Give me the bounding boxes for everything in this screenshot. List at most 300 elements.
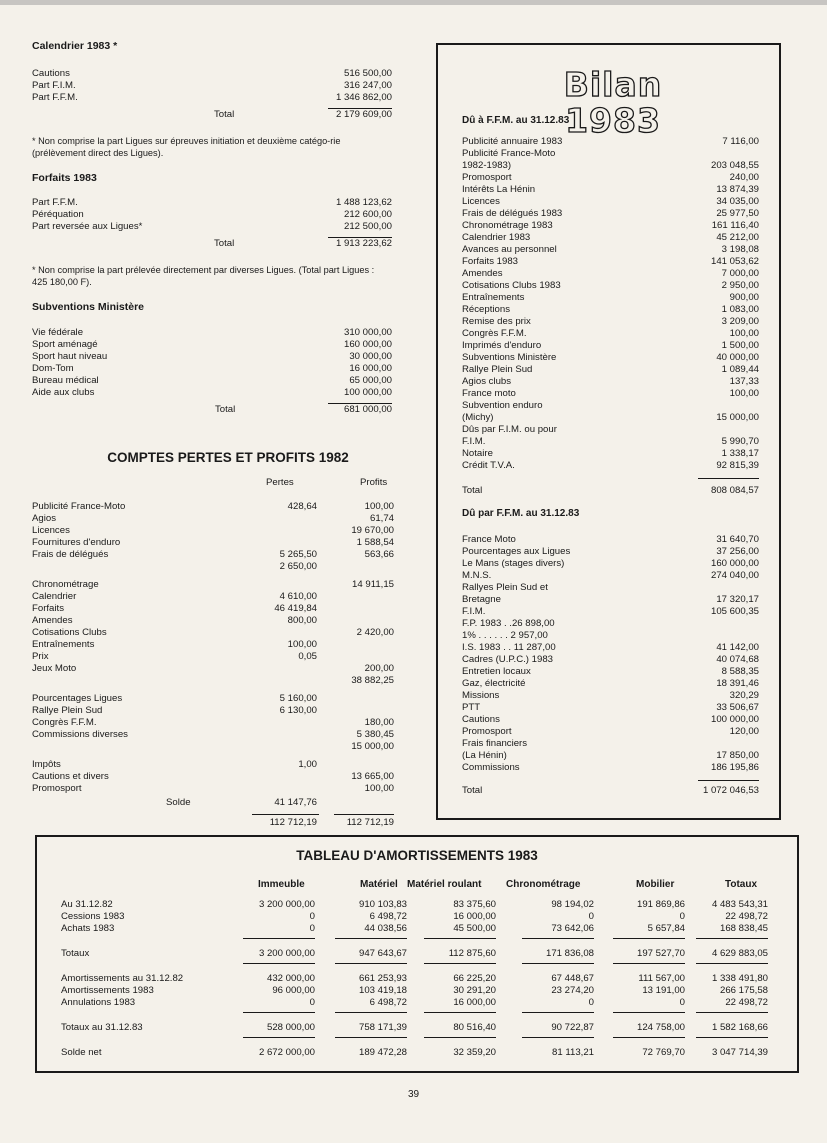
- amortissement-cell: 98 194,02: [551, 899, 594, 910]
- du-par-row-value: 120,00: [729, 726, 759, 737]
- du-a-row-label: Réceptions: [462, 304, 510, 315]
- pertes-profits-row: [32, 591, 394, 603]
- column-rule: [424, 938, 496, 939]
- forfaits-row-label: Péréquation: [32, 209, 84, 220]
- forfaits-row-value: 212 600,00: [343, 209, 392, 220]
- pertes-profits-row: [32, 561, 394, 573]
- du-par-row-label: Cadres (U.P.C.) 1983: [462, 654, 554, 665]
- calendrier-row-value: 316 247,00: [343, 80, 392, 91]
- du-a-row-label: Subventions Ministère: [462, 352, 557, 363]
- amortissement-cell: 266 175,58: [719, 985, 768, 996]
- subventions-row: [32, 387, 392, 399]
- column-rule: [335, 1012, 407, 1013]
- du-a-row-label: Crédit T.V.A.: [462, 460, 515, 471]
- pertes-value: 800,00: [287, 615, 317, 626]
- amortissement-cell: 111 567,00: [638, 973, 685, 984]
- profits-value: 15 000,00: [351, 741, 394, 752]
- subventions-rows: [32, 327, 392, 399]
- column-rule: [522, 938, 594, 939]
- profits-value: 38 882,25: [351, 675, 394, 686]
- pertes-profits-row-label: Cotisations Clubs: [32, 627, 107, 638]
- du-par-row-value: 40 074,68: [716, 654, 759, 665]
- amortissement-cell: 1 582 168,66: [711, 1022, 768, 1033]
- du-a-row: [462, 280, 759, 292]
- forfaits-row-label: Part reversée aux Ligues*: [32, 221, 143, 232]
- du-a-row-label: Calendrier 1983: [462, 232, 531, 243]
- pertes-profits-row-label: Forfaits: [32, 603, 64, 614]
- amortissement-row-label: Cessions 1983: [61, 911, 125, 922]
- du-par-row-value: 100 000,00: [710, 714, 759, 725]
- subventions-row-label: Aide aux clubs: [32, 387, 95, 398]
- du-a-row: [462, 364, 759, 376]
- du-a-row-value: 45 212,00: [716, 232, 759, 243]
- du-par-row-label: Commissions: [462, 762, 520, 773]
- column-rule: [335, 938, 407, 939]
- du-a-row-label: Subvention enduro: [462, 400, 543, 411]
- bilan-content: [462, 115, 759, 797]
- du-a-row-label: Promosport: [462, 172, 512, 183]
- du-par-row-label: Bretagne: [462, 594, 501, 605]
- du-par-row: [462, 642, 759, 654]
- pertes-profits-row-label: Agios: [32, 513, 56, 524]
- du-par-row-label: (La Hénin): [462, 750, 507, 761]
- pertes-profits-row: [32, 639, 394, 651]
- pertes-profits-row: [32, 579, 394, 591]
- column-rule: [243, 938, 315, 939]
- calendrier-title: Calendrier 1983 *: [32, 40, 118, 52]
- subventions-row: [32, 375, 392, 387]
- du-par-row: [462, 570, 759, 582]
- amortissement-cell: 66 225,20: [453, 973, 496, 984]
- pertes-profits-row-label: Promosport: [32, 783, 82, 794]
- amortissement-cell: 96 000,00: [272, 985, 315, 996]
- calendrier-total-label: Total: [214, 109, 235, 120]
- du-a-row: [462, 148, 759, 160]
- du-par-total-value: 1 072 046,53: [702, 785, 759, 796]
- amortissement-cell: 32 359,20: [453, 1047, 496, 1058]
- du-a-row-label: Forfaits 1983: [462, 256, 518, 267]
- amortissements-title: TABLEAU D'AMORTISSEMENTS 1983: [296, 848, 538, 863]
- profits-value: 13 665,00: [351, 771, 394, 782]
- du-par-row-label: F.I.M.: [462, 606, 486, 617]
- pertes-value: 0,05: [298, 651, 317, 662]
- du-a-row: [462, 448, 759, 460]
- du-par-row-label: Entretien locaux: [462, 666, 531, 677]
- forfaits-row-value: 1 488 123,62: [335, 197, 392, 208]
- du-a-row-value: 5 990,70: [721, 436, 759, 447]
- column-rule: [424, 963, 496, 964]
- du-par-row-value: 41 142,00: [716, 642, 759, 653]
- forfaits-row-value: 212 500,00: [343, 221, 392, 232]
- du-par-row: [462, 762, 759, 774]
- column-rule: [243, 1037, 315, 1038]
- du-par-row: [462, 546, 759, 558]
- du-a-row-value: 240,00: [729, 172, 759, 183]
- amortissement-cell: 191 869,86: [636, 899, 685, 910]
- du-par-row-label: Cautions: [462, 714, 500, 725]
- pertes-profits-rows: [32, 501, 394, 795]
- subventions-row-label: Sport aménagé: [32, 339, 98, 350]
- du-par-row-label: Frais financiers: [462, 738, 528, 749]
- du-a-row-label: 1982-1983): [462, 160, 512, 171]
- subventions-total-value: 681 000,00: [343, 404, 392, 415]
- column-rule: [522, 1037, 594, 1038]
- pertes-profits-row: [32, 771, 394, 783]
- subventions-row-value: 310 000,00: [343, 327, 392, 338]
- amortissement-cell: 80 516,40: [453, 1022, 496, 1033]
- du-a-row-value: 1 338,17: [721, 448, 759, 459]
- pertes-profits-row-label: Commissions diverses: [32, 729, 128, 740]
- forfaits-row: [32, 209, 392, 221]
- du-a-row: [462, 292, 759, 304]
- calendrier-total-value: 2 179 609,00: [335, 109, 392, 120]
- du-a-row-value: 900,00: [729, 292, 759, 303]
- total-pertes-value: 112 712,19: [269, 817, 317, 828]
- du-par-row-label: France Moto: [462, 534, 516, 545]
- pertes-column-header: Pertes: [266, 477, 294, 488]
- du-a-row-label: Notaire: [462, 448, 493, 459]
- du-a-row-value: 100,00: [729, 328, 759, 339]
- pertes-profits-row: [32, 525, 394, 537]
- pertes-profits-row-label: Chronométrage: [32, 579, 99, 590]
- column-rule: [696, 938, 768, 939]
- du-a-row-label: Amendes: [462, 268, 503, 279]
- du-par-row-value: 17 320,17: [716, 594, 759, 605]
- du-a-row: [462, 352, 759, 364]
- du-par-row-label: PTT: [462, 702, 481, 713]
- du-a-row: [462, 304, 759, 316]
- du-a-row: [462, 436, 759, 448]
- amortissement-cell: 0: [309, 911, 315, 922]
- du-a-total-row: [462, 485, 759, 497]
- pertes-profits-row-label: Rallye Plein Sud: [32, 705, 103, 716]
- du-par-row: [462, 666, 759, 678]
- du-a-row: [462, 268, 759, 280]
- du-a-row-value: 1 089,44: [721, 364, 759, 375]
- du-par-row-value: 186 195,86: [710, 762, 759, 773]
- du-a-row: [462, 388, 759, 400]
- du-a-row: [462, 220, 759, 232]
- column-rule: [613, 1012, 685, 1013]
- amortissement-cell: 910 103,83: [358, 899, 407, 910]
- amortissement-row-label: Achats 1983: [61, 923, 115, 934]
- bilan-title: Bilan 1983: [563, 65, 663, 140]
- amortissement-row-label: Annulations 1983: [61, 997, 136, 1008]
- pertes-profits-row: [32, 663, 394, 675]
- solde-row: [32, 797, 394, 809]
- calendrier-row: [32, 80, 392, 92]
- du-par-row: [462, 726, 759, 738]
- amortissement-cell: 73 642,06: [551, 923, 594, 934]
- du-a-row-label: Avances au personnel: [462, 244, 557, 255]
- pertes-profits-row: [32, 549, 394, 561]
- amortissement-cell: 4 629 883,05: [711, 948, 768, 959]
- calendrier-total-row: [32, 109, 392, 121]
- amortissement-cell: 23 274,20: [551, 985, 594, 996]
- calendrier-row: [32, 68, 392, 80]
- du-par-row-value: 17 850,00: [716, 750, 759, 761]
- du-a-row-label: Chronométrage 1983: [462, 220, 553, 231]
- page-number: 39: [407, 1089, 420, 1100]
- du-par-total-label: Total: [462, 785, 483, 796]
- du-a-row-label: Congrès F.F.M.: [462, 328, 527, 339]
- bilan-box: [436, 43, 781, 820]
- du-par-row: [462, 534, 759, 546]
- pertes-profits-section: [32, 452, 394, 829]
- du-a-row-label: Dûs par F.I.M. ou pour: [462, 424, 557, 435]
- pertes-profits-row-label: Fournitures d'enduro: [32, 537, 121, 548]
- profits-value: 14 911,15: [352, 579, 394, 590]
- pertes-profits-row: [32, 651, 394, 663]
- calendrier-row-value: 516 500,00: [343, 68, 392, 79]
- column-rule: [424, 1012, 496, 1013]
- du-a-row-label: Publicité annuaire 1983: [462, 136, 563, 147]
- amortissement-cell: 67 448,67: [551, 973, 594, 984]
- subventions-row: [32, 351, 392, 363]
- du-par-row-label: Missions: [462, 690, 500, 701]
- amortissements-box: [35, 835, 799, 1073]
- subventions-row-value: 30 000,00: [349, 351, 392, 362]
- calendrier-row-label: Cautions: [32, 68, 70, 79]
- amortissement-cell: 90 722,87: [551, 1022, 594, 1033]
- pertes-profits-row-label: Licences: [32, 525, 70, 536]
- du-par-row: [462, 558, 759, 570]
- du-a-row-value: 92 815,39: [716, 460, 759, 471]
- du-par-title: Dû par F.F.M. au 31.12.83: [462, 508, 580, 519]
- profits-value: 2 420,00: [356, 627, 394, 638]
- du-par-row: [462, 594, 759, 606]
- subventions-total-row: [32, 404, 392, 416]
- du-a-row-value: 25 977,50: [716, 208, 759, 219]
- amortissement-cell: 13 191,00: [642, 985, 685, 996]
- amortissement-cell: 16 000,00: [453, 911, 496, 922]
- column-header: Chronométrage: [506, 879, 581, 890]
- du-a-row: [462, 244, 759, 256]
- du-a-row-value: 40 000,00: [716, 352, 759, 363]
- subventions-title: Subventions Ministère: [32, 301, 145, 313]
- pertes-value: 6 130,00: [279, 705, 317, 716]
- amortissement-row-label: Totaux au 31.12.83: [61, 1022, 143, 1033]
- forfaits-rows: [32, 197, 392, 233]
- amortissement-cell: 3 200 000,00: [258, 948, 315, 959]
- du-a-row-label: Cotisations Clubs 1983: [462, 280, 561, 291]
- column-rule: [243, 963, 315, 964]
- calendrier-row-label: Part F.I.M.: [32, 80, 76, 91]
- amortissement-cell: 44 038,56: [364, 923, 407, 934]
- column-rule: [335, 1037, 407, 1038]
- pertes-profits-row-label: Jeux Moto: [32, 663, 77, 674]
- du-a-row-label: Frais de délégués 1983: [462, 208, 563, 219]
- pertes-profits-row-label: Cautions et divers: [32, 771, 109, 782]
- du-par-row-label: 1% . . . . . . 2 957,00: [462, 630, 548, 641]
- column-header: Matériel roulant: [407, 879, 482, 890]
- amortissement-cell: 22 498,72: [725, 911, 768, 922]
- du-a-row-label: Intérêts La Hénin: [462, 184, 536, 195]
- calendrier-note: * Non comprise la part Ligues sur épreuves initiation et deuxième catégo-rie (prélèvement direct des Ligues).: [32, 136, 341, 158]
- du-par-row-value: 274 040,00: [710, 570, 759, 581]
- column-rule: [613, 938, 685, 939]
- column-header: Matériel: [360, 879, 398, 890]
- column-rule: [696, 963, 768, 964]
- du-par-rows: [462, 534, 759, 774]
- calendrier-row: [32, 92, 392, 104]
- amortissement-cell: 528 000,00: [266, 1022, 315, 1033]
- forfaits-total-label: Total: [214, 238, 235, 249]
- amortissement-row-label: Au 31.12.82: [61, 899, 113, 910]
- profits-value: 5 380,45: [356, 729, 394, 740]
- du-a-row: [462, 172, 759, 184]
- profits-value: 180,00: [364, 717, 394, 728]
- du-a-row: [462, 460, 759, 472]
- column-rule: [243, 1012, 315, 1013]
- pertes-profits-row-label: Frais de délégués: [32, 549, 109, 560]
- column-rule: [696, 1012, 768, 1013]
- du-a-row-value: 161 116,40: [711, 220, 759, 231]
- amortissement-row-label: Amortissements 1983: [61, 985, 154, 996]
- pertes-profits-total-row: [32, 817, 394, 829]
- pertes-profits-row: [32, 501, 394, 513]
- column-header: Mobilier: [636, 879, 675, 890]
- du-a-row: [462, 400, 759, 412]
- du-a-row: [462, 136, 759, 148]
- amortissement-row-label: Solde net: [61, 1047, 102, 1058]
- left-column: [32, 40, 392, 416]
- du-par-row-value: 8 588,35: [721, 666, 759, 677]
- pertes-profits-row: [32, 741, 394, 753]
- du-par-row: [462, 630, 759, 642]
- amortissement-cell: 0: [588, 997, 594, 1008]
- du-a-row-value: 15 000,00: [716, 412, 759, 423]
- du-par-row: [462, 678, 759, 690]
- du-a-row: [462, 328, 759, 340]
- du-par-row-value: 33 506,67: [716, 702, 759, 713]
- amortissement-cell: 168 838,45: [719, 923, 768, 934]
- du-par-row-value: 105 600,35: [710, 606, 759, 617]
- column-header: Immeuble: [258, 879, 305, 890]
- du-par-row: [462, 738, 759, 750]
- du-par-row: [462, 702, 759, 714]
- pertes-profits-row: [32, 729, 394, 741]
- du-par-row-label: Le Mans (stages divers): [462, 558, 565, 569]
- profits-value: 19 670,00: [351, 525, 394, 536]
- amortissement-cell: 5 657,84: [647, 923, 685, 934]
- pertes-value: 428,64: [287, 501, 317, 512]
- pertes-profits-row: [32, 513, 394, 525]
- du-par-row-label: Gaz, électricité: [462, 678, 526, 689]
- calendrier-row-value: 1 346 862,00: [335, 92, 392, 103]
- du-a-row-value: 13 874,39: [716, 184, 759, 195]
- du-par-row-value: 18 391,46: [716, 678, 759, 689]
- total-profits-value: 112 712,19: [346, 817, 394, 828]
- du-par-row: [462, 714, 759, 726]
- du-a-rows: [462, 136, 759, 472]
- pertes-profits-row-label: Calendrier: [32, 591, 77, 602]
- du-a-row-value: 137,33: [729, 376, 759, 387]
- pertes-profits-row-label: Congrès F.F.M.: [32, 717, 97, 728]
- amortissement-cell: 103 419,18: [358, 985, 407, 996]
- forfaits-row: [32, 197, 392, 209]
- du-a-row: [462, 160, 759, 172]
- subventions-row-label: Bureau médical: [32, 375, 99, 386]
- profits-value: 100,00: [364, 783, 394, 794]
- du-a-total-value: 808 084,57: [710, 485, 759, 496]
- pertes-profits-row: [32, 615, 394, 627]
- du-par-row-label: M.N.S.: [462, 570, 492, 581]
- pertes-profits-row-label: Prix: [32, 651, 49, 662]
- amortissement-cell: 0: [588, 911, 594, 922]
- pertes-value: 1,00: [298, 759, 317, 770]
- solde-label: Solde: [166, 797, 191, 808]
- du-a-row-label: F.I.M.: [462, 436, 486, 447]
- profits-value: 61,74: [369, 513, 394, 524]
- du-par-row-value: 37 256,00: [716, 546, 759, 557]
- pertes-profits-rules: [32, 809, 394, 816]
- pertes-value: 46 419,84: [274, 603, 317, 614]
- profits-value: 563,66: [364, 549, 394, 560]
- du-a-row-label: Imprimés d'enduro: [462, 340, 542, 351]
- du-a-row-value: 7 116,00: [722, 136, 759, 147]
- calendrier-rows: [32, 68, 392, 104]
- du-a-row-value: 1 083,00: [721, 304, 759, 315]
- du-a-row: [462, 256, 759, 268]
- du-a-row: [462, 196, 759, 208]
- amortissement-cell: 3 047 714,39: [711, 1047, 768, 1058]
- du-par-row: [462, 606, 759, 618]
- amortissement-cell: 758 171,39: [358, 1022, 407, 1033]
- pertes-profits-row: [32, 537, 394, 549]
- column-rule: [522, 1012, 594, 1013]
- forfaits-row-label: Part F.F.M.: [32, 197, 78, 208]
- amortissement-cell: 2 672 000,00: [258, 1047, 315, 1058]
- du-a-row-value: 1 500,00: [721, 340, 759, 351]
- forfaits-row: [32, 221, 392, 233]
- du-par-total-row: [462, 785, 759, 797]
- du-a-row-value: 203 048,55: [710, 160, 759, 171]
- profits-value: 1 588,54: [356, 537, 394, 548]
- pertes-profits-title: COMPTES PERTES ET PROFITS 1982: [107, 450, 349, 465]
- amortissement-cell: 3 200 000,00: [258, 899, 315, 910]
- amortissement-cell: 6 498,72: [369, 911, 407, 922]
- du-a-row-value: 141 053,62: [710, 256, 759, 267]
- du-par-row-value: 160 000,00: [710, 558, 759, 569]
- du-a-row-label: Publicité France-Moto: [462, 148, 556, 159]
- column-header: Totaux: [725, 879, 758, 890]
- subventions-row: [32, 327, 392, 339]
- du-a-row-label: Licences: [462, 196, 500, 207]
- du-a-row-label: Agios clubs: [462, 376, 512, 387]
- subventions-row-value: 160 000,00: [343, 339, 392, 350]
- column-rule: [613, 1037, 685, 1038]
- amortissement-cell: 0: [679, 911, 685, 922]
- du-par-row-label: I.S. 1983 . . 11 287,00: [462, 642, 556, 653]
- du-par-row: [462, 750, 759, 762]
- pertes-profits-row-label: Entraînements: [32, 639, 95, 650]
- du-a-row-label: France moto: [462, 388, 516, 399]
- amortissement-cell: 6 498,72: [369, 997, 407, 1008]
- profits-value: 200,00: [364, 663, 394, 674]
- amortissement-row-label: Totaux: [61, 948, 90, 959]
- pertes-value: 100,00: [287, 639, 317, 650]
- pertes-profits-row: [32, 705, 394, 717]
- subventions-row-label: Vie fédérale: [32, 327, 84, 338]
- du-par-total-rule: [698, 780, 759, 781]
- du-a-row: [462, 376, 759, 388]
- pertes-value: 5 160,00: [279, 693, 317, 704]
- pertes-profits-header: [32, 477, 394, 489]
- pertes-profits-row: [32, 783, 394, 795]
- pertes-profits-row-label: Impôts: [32, 759, 61, 770]
- amortissement-cell: 661 253,93: [358, 973, 407, 984]
